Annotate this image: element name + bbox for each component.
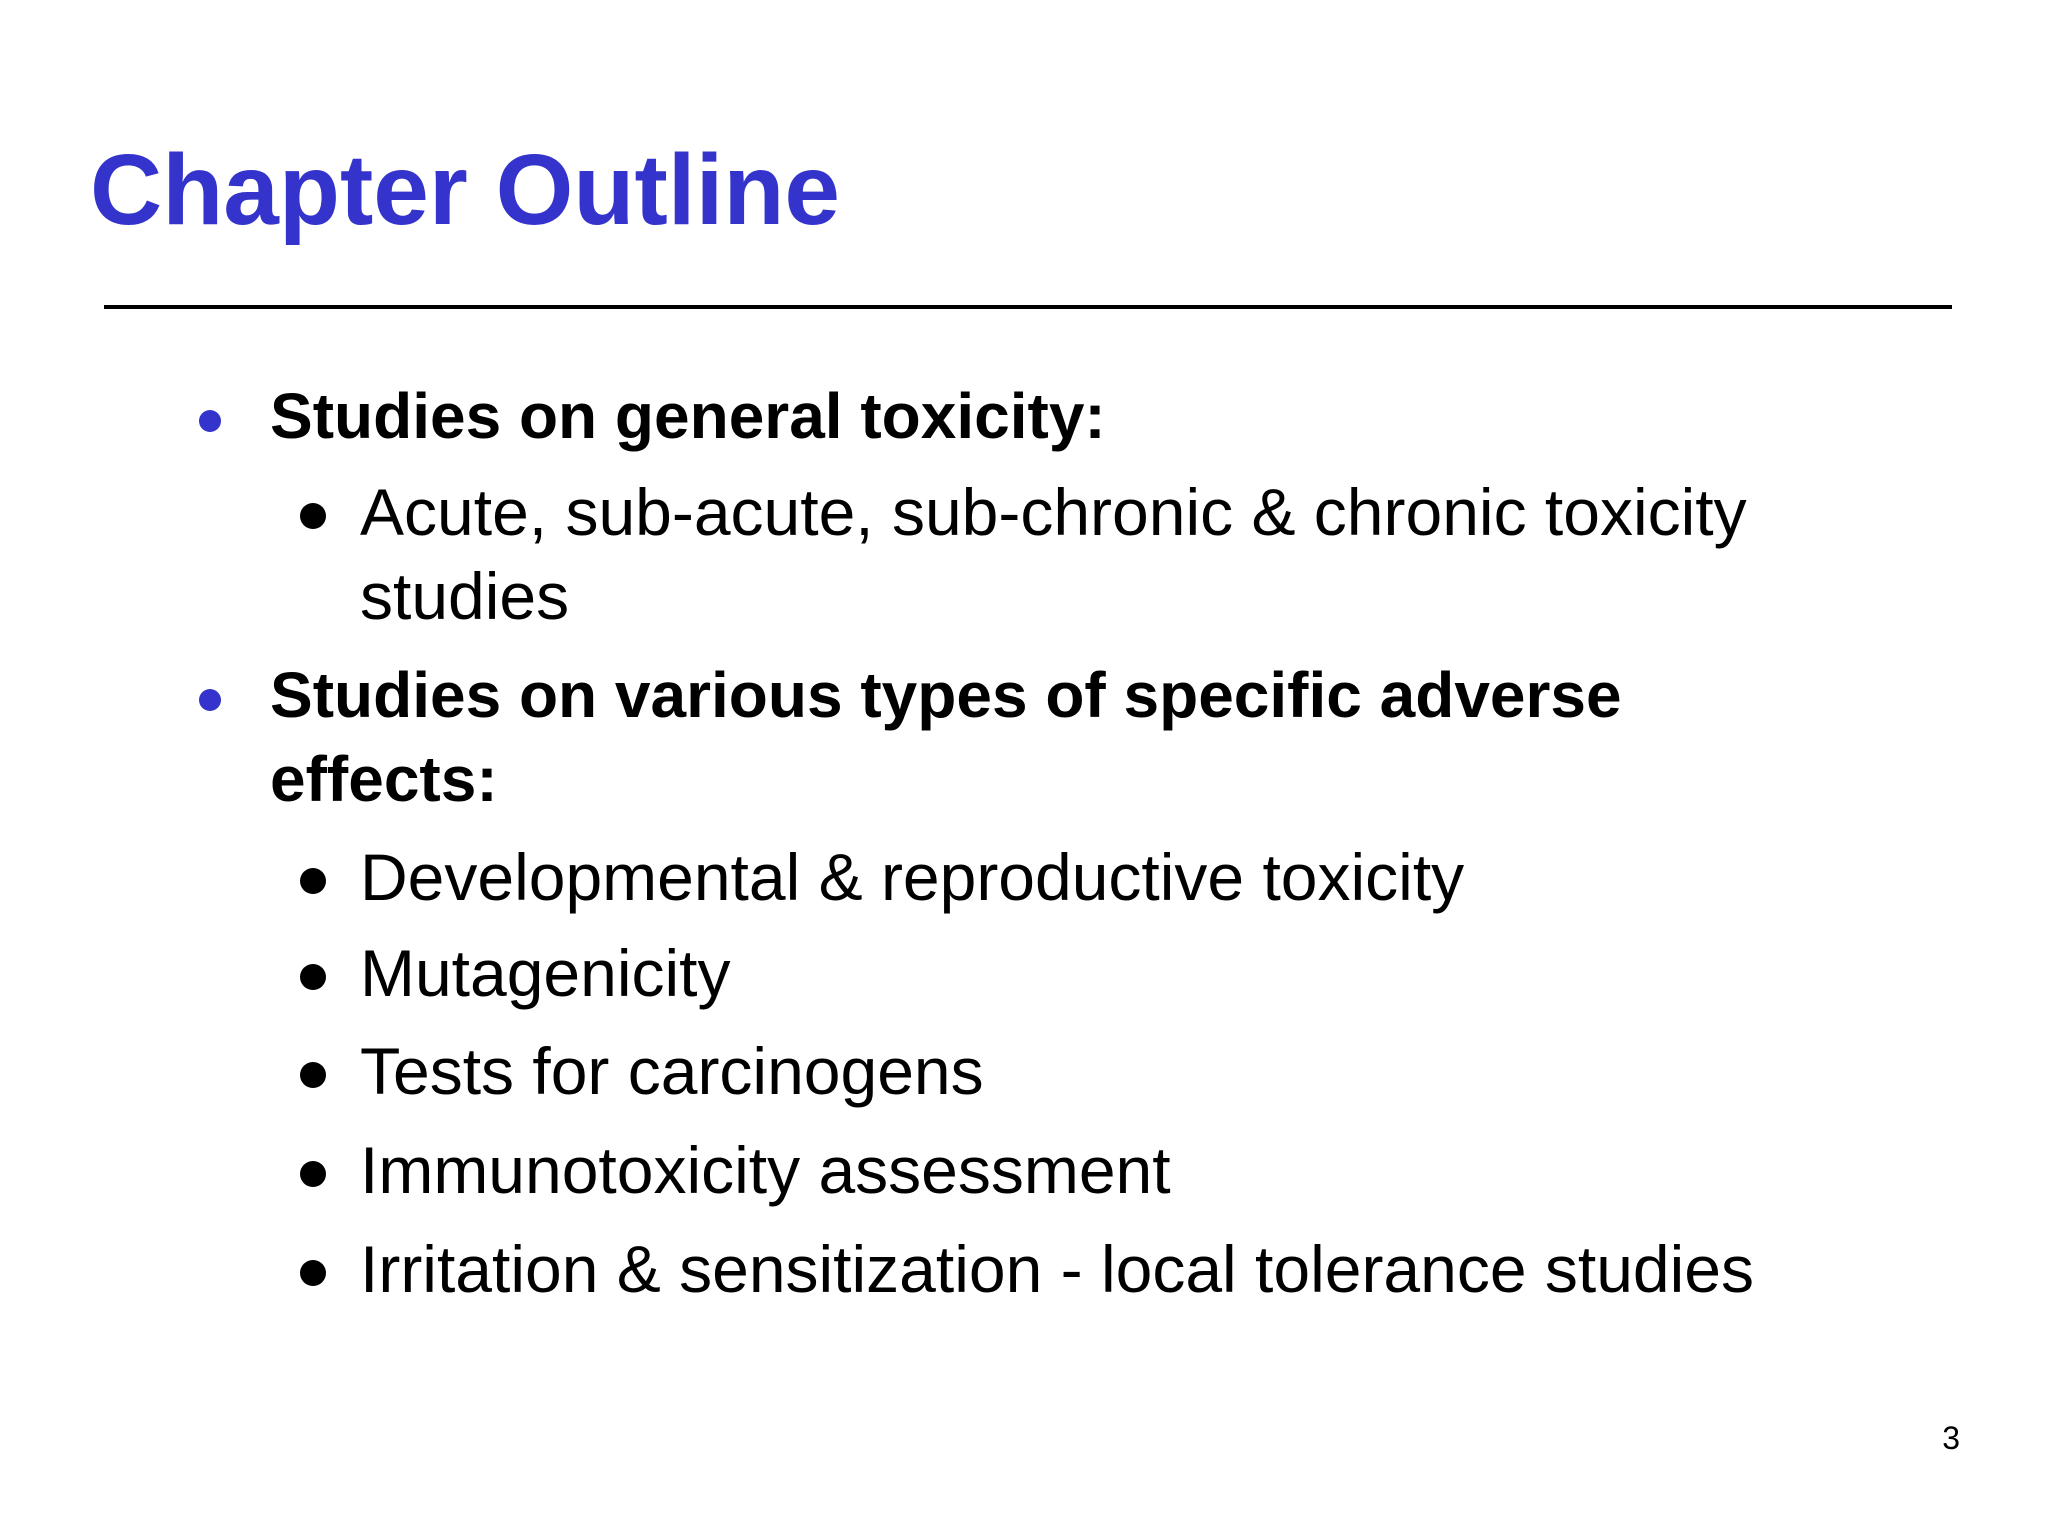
bullet-icon [300, 964, 326, 990]
list-item [360, 931, 1900, 1015]
page-number: 3 [1942, 1420, 1960, 1456]
list-item-text: Tests for carcinogens [360, 1034, 984, 1108]
section-heading: Studies on various types of specific adverse effects: [270, 659, 1622, 815]
list-item [360, 1227, 1900, 1311]
list-item [360, 1029, 1900, 1113]
bullet-icon [300, 503, 326, 529]
list-item [360, 1128, 1900, 1212]
bullet-icon [300, 1062, 326, 1088]
list-item [360, 470, 1900, 638]
list-item-text: Irritation & sensitization - local tolerance studies [360, 1232, 1754, 1306]
outline-section-specific-adverse-effects [270, 653, 1830, 821]
bullet-icon [199, 410, 221, 432]
bullet-icon [199, 689, 221, 711]
list-item-text: Acute, sub-acute, sub-chronic & chronic toxicity studies [360, 475, 1747, 633]
section-heading: Studies on general toxicity: [270, 380, 1106, 452]
list-item [360, 835, 1900, 919]
slide-title: Chapter Outline [90, 134, 841, 246]
list-item-text: Developmental & reproductive toxicity [360, 840, 1465, 914]
bullet-icon [300, 868, 326, 894]
outline-section-general-toxicity [270, 374, 1830, 458]
bullet-icon [300, 1161, 326, 1187]
bullet-icon [300, 1260, 326, 1286]
list-item-text: Immunotoxicity assessment [360, 1133, 1171, 1207]
list-item-text: Mutagenicity [360, 936, 731, 1010]
